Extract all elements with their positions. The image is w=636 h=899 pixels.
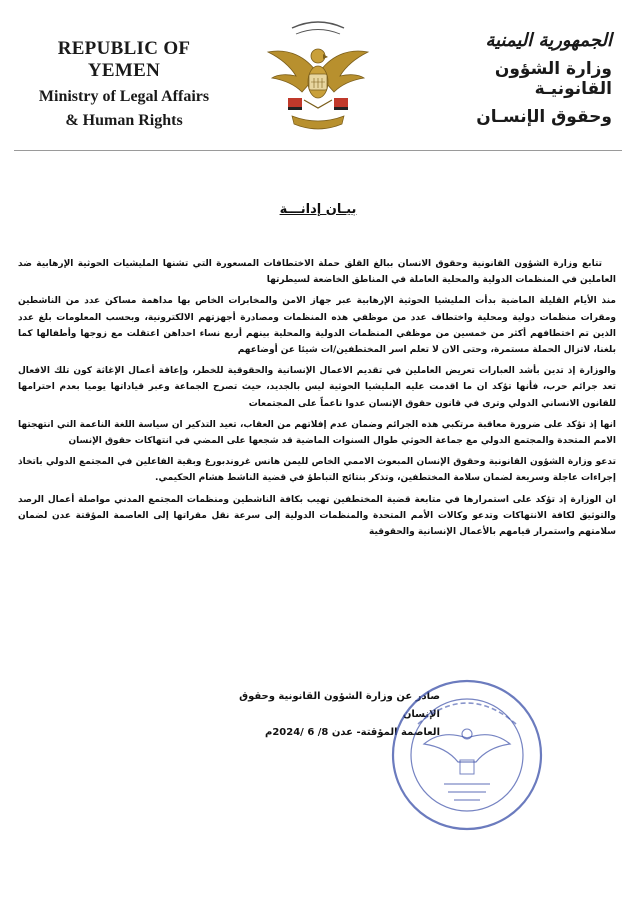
yemen-eagle-emblem-icon [262, 12, 374, 140]
paragraph-1: تتابع وزارة الشؤون القانونية وحقوق الانسان ببالغ القلق حملة الاختطافات المسعورة التي تشنها المليشيات الحوثية الإرهابية ضد العاملين في المنظمات الدولية والمحلية العاملة في المناطق الخاضعة لسيطرتها [18, 259, 616, 286]
paragraph-5: تدعو وزارة الشؤون القانونية وحقوق الإنسان المبعوث الاممي الخاص لليمن هانس غروندبورغ وبقية الفاعلين في المجتمع الدولي باتخاذ إجراءات عاجلة وسريعة لضمان سلامة المختطفين، وتذكر بنتائج التباطؤ في قضية الناشط هشام الحكيمي. [18, 457, 616, 484]
paragraph-3: والوزارة إذ تدين بأشد العبارات تعريض العاملين في تقديم الاعمال الإنسانية والحقوقية للخطر، وإعاقة أعمال الإغاثة كون تلك الافعال تعد جرائم حرب، فأنها تؤكد ان ما اقدمت عليه المليشيا الحوثية ليس بالجديد، حيث تصرح الجماعة وعبر قياداتها يوميا بعدم احترامها للقانون الانساني الدولي وترى في قانون حقوق الإنسان عدوا ناعماً على المجتمعات [18, 366, 616, 409]
paragraph-2: منذ الأيام القليلة الماضية بدأت المليشيا الحوثية الإرهابية عبر جهاز الامن والمخابرات الخاص بها مداهمة مساكن عدد من الناشطين ومقرات منظمات دولية ومحلية واختطاف عدد من موظفي هذه المنظمات ومصادرة أجهزتهم الالكترونية، وبحسب المعلومات بلغ عدد الذين تم اختطافهم أكثر من خمسين من موظفي المنظمات الدولية والمحلية بينهم أربع نساء احداهن اعتقلت مع زوجها وأطفالها كما بلغنا، لاتزال الحملة مستمرة، وحتى الان لا تعلم اسر المختطفين/ات شيئا عن أوضاعهم [18, 296, 616, 356]
header-en-rights: & Human Rights [65, 112, 183, 129]
signature-place-date: العاصمة المؤقتة- عدن 8/ 6 /2024م [264, 727, 440, 738]
signature-issuer: صادر عن وزارة الشؤون القانونية وحقوق الإنسان [239, 691, 440, 720]
header-en-ministry: Ministry of Legal Affairs [38, 88, 210, 105]
statement-title: بيـان إدانـــة [279, 202, 357, 217]
header-ar-ministry: وزارة الشؤون القانونيـة [494, 59, 612, 99]
statement-body [18, 256, 616, 545]
header-en-country: REPUBLIC OF YEMEN [57, 38, 191, 81]
header-ar-rights: وحقوق الإنسـان [476, 107, 612, 127]
header-ar-country: الجمهورية اليمنية [485, 30, 612, 51]
paragraph-6: ان الوزارة إذ تؤكد على استمرارها في متابعة قضية المختطفين تهيب بكافة الناشطين ومنظمات المجتمع المدني مواصلة أعمال الرصد والتوثيق لكافة الانتهاكات وتدعو وكالات الأمم المتحدة والمنظمات الدولية إلى سرعة نقل مقراتها إلى العاصمة المؤقتة عدن لضمان سلامتهم واستمرار قيامهم بالأعمال الإنسانية والحقوقية [18, 494, 616, 538]
official-stamp-icon [384, 672, 550, 838]
header-english [24, 38, 224, 130]
header-divider [14, 150, 622, 151]
header-arabic [422, 30, 612, 127]
paragraph-4: انها إذ تؤكد على ضرورة معاقبة مرتكبي هذه الجرائم وضمان عدم إفلاتهم من العقاب، تعيد التذكير ان سياسة اللغة الناعمة التي انتهجتها الامم المتحدة والمجتمع الدولي مع جماعة الحوثي طوال السنوات الماضية قد شجعها على المضي في انتهاكات حقوق الإنسان [18, 419, 616, 447]
